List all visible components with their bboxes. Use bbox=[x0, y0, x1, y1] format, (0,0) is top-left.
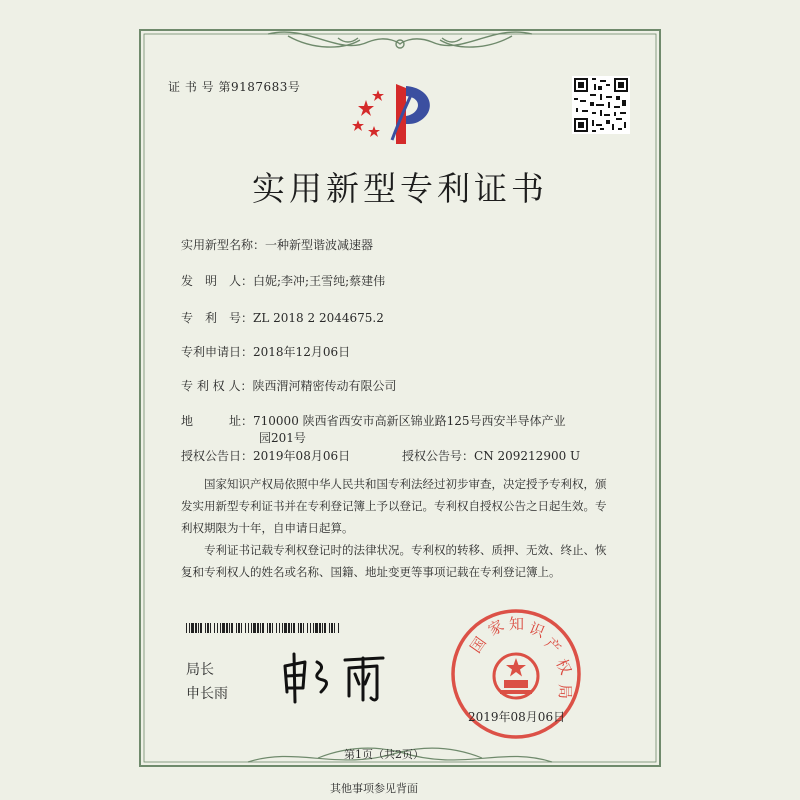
barcode-bar bbox=[267, 623, 268, 633]
barcode-bar bbox=[310, 623, 311, 633]
barcode bbox=[186, 618, 340, 628]
seal-date: 2019年08月06日 bbox=[468, 710, 566, 724]
barcode-bar bbox=[329, 623, 330, 633]
body-paragraph-2: 专利证书记载专利权登记时的法律状况。专利权的转移、质押、无效、终止、恢复和专利权人的姓名或名称、国籍、地址变更等事项记载在专利登记簿上。 bbox=[181, 543, 607, 579]
field-grant-date bbox=[181, 447, 350, 464]
back-note: 其他事项参见背面 bbox=[330, 782, 418, 795]
barcode-bar bbox=[269, 623, 271, 633]
seal-char: 家 bbox=[485, 616, 508, 640]
barcode-bar bbox=[222, 623, 225, 633]
barcode-bar bbox=[207, 623, 209, 633]
barcode-bar bbox=[198, 623, 199, 633]
barcode-bar bbox=[291, 623, 292, 633]
field-label: 发 明 人： bbox=[181, 274, 254, 288]
barcode-bar bbox=[220, 623, 221, 633]
barcode-bar bbox=[300, 623, 302, 633]
barcode-bar bbox=[313, 623, 314, 633]
barcode-bar bbox=[338, 623, 339, 633]
barcode-bar bbox=[229, 623, 230, 633]
field-inventor bbox=[181, 272, 385, 289]
barcode-bar bbox=[191, 623, 194, 633]
barcode-bar bbox=[307, 623, 308, 633]
barcode-bar bbox=[210, 623, 211, 633]
barcode-bar bbox=[322, 623, 323, 633]
field-label: 专 利 权 人： bbox=[181, 379, 253, 393]
seal-char: 知 bbox=[509, 615, 525, 633]
cnipa-logo bbox=[348, 78, 444, 148]
barcode-bar bbox=[276, 623, 277, 633]
barcode-bar bbox=[284, 623, 287, 633]
field-value: 2018年12月06日 bbox=[253, 345, 351, 359]
signature-title: 局长 bbox=[186, 662, 214, 678]
barcode-bar bbox=[189, 623, 190, 633]
barcode-bar bbox=[248, 623, 249, 633]
barcode-bar bbox=[257, 623, 259, 633]
barcode-bar bbox=[214, 623, 215, 633]
field-value: ZL 2018 2 2044675.2 bbox=[253, 311, 384, 325]
signature-name: 申长雨 bbox=[186, 686, 228, 702]
barcode-bar bbox=[260, 623, 261, 633]
barcode-bar bbox=[238, 623, 240, 633]
barcode-bar bbox=[303, 623, 304, 633]
barcode-bar bbox=[315, 623, 318, 633]
barcode-bar bbox=[217, 623, 218, 633]
field-label: 地 址： bbox=[181, 414, 254, 428]
field-patent-number bbox=[181, 309, 384, 326]
field-value: 一种新型谐波减速器 bbox=[265, 238, 374, 252]
barcode-bar bbox=[298, 623, 299, 633]
certificate-number: 证 书 号 第9187683号 bbox=[168, 80, 301, 94]
barcode-bar bbox=[324, 623, 326, 633]
seal-char: 局 bbox=[556, 684, 574, 700]
field-filing-date bbox=[181, 343, 350, 360]
barcode-bar bbox=[282, 623, 283, 633]
field-label: 授权公告日： bbox=[181, 449, 254, 463]
barcode-bar bbox=[272, 623, 273, 633]
barcode-bar bbox=[200, 623, 202, 633]
field-value: 陕西渭河精密传动有限公司 bbox=[252, 379, 397, 393]
seal-char: 国 bbox=[466, 633, 490, 657]
page-info: 第1页（共2页） bbox=[344, 748, 424, 761]
barcode-bar bbox=[195, 623, 197, 633]
barcode-bar bbox=[236, 623, 237, 633]
page-title: 实用新型专利证书 bbox=[252, 169, 548, 208]
barcode-bar bbox=[334, 623, 335, 633]
field-value: 2019年08月06日 bbox=[253, 449, 351, 463]
barcode-bar bbox=[331, 623, 333, 633]
qr-code bbox=[572, 76, 630, 134]
barcode-bar bbox=[279, 623, 280, 633]
barcode-bar bbox=[262, 623, 264, 633]
barcode-bar bbox=[288, 623, 290, 633]
handwritten-signature bbox=[279, 648, 391, 704]
field-value: 710000 陕西省西安市高新区锦业路125号西安半导体产业 bbox=[253, 414, 566, 428]
barcode-bar bbox=[293, 623, 295, 633]
field-address bbox=[181, 412, 566, 429]
field-label: 专利申请日： bbox=[181, 345, 254, 359]
field-utility-name bbox=[181, 236, 373, 253]
barcode-bar bbox=[231, 623, 233, 633]
barcode-bar bbox=[241, 623, 242, 633]
field-label: 授权公告号： bbox=[402, 449, 475, 463]
barcode-bar bbox=[186, 623, 187, 633]
field-patentee bbox=[181, 377, 396, 394]
field-value: CN 209212900 U bbox=[474, 449, 581, 463]
field-address-line2: 园201号 bbox=[259, 431, 306, 445]
seal-char: 识 bbox=[526, 619, 548, 642]
field-value: 白妮;李冲;王雪纯;蔡建伟 bbox=[253, 274, 386, 288]
barcode-bar bbox=[245, 623, 246, 633]
field-label: 实用新型名称： bbox=[181, 238, 266, 252]
body-paragraph-1: 国家知识产权局依照中华人民共和国专利法经过初步审查，决定授予专利权，颁发实用新型专利证书并在专利登记簿上予以登记。专利权自授权公告之日起生效。专利权期限为十年，自申请日起算。 bbox=[181, 477, 607, 535]
barcode-bar bbox=[319, 623, 321, 633]
barcode-bar bbox=[253, 623, 256, 633]
seal-char: 权 bbox=[552, 656, 576, 678]
field-label: 专 利 号： bbox=[181, 311, 254, 325]
barcode-bar bbox=[205, 623, 206, 633]
barcode-bar bbox=[251, 623, 252, 633]
field-grant-number bbox=[402, 447, 580, 464]
barcode-bar bbox=[226, 623, 228, 633]
seal-char: 产 bbox=[541, 634, 565, 658]
